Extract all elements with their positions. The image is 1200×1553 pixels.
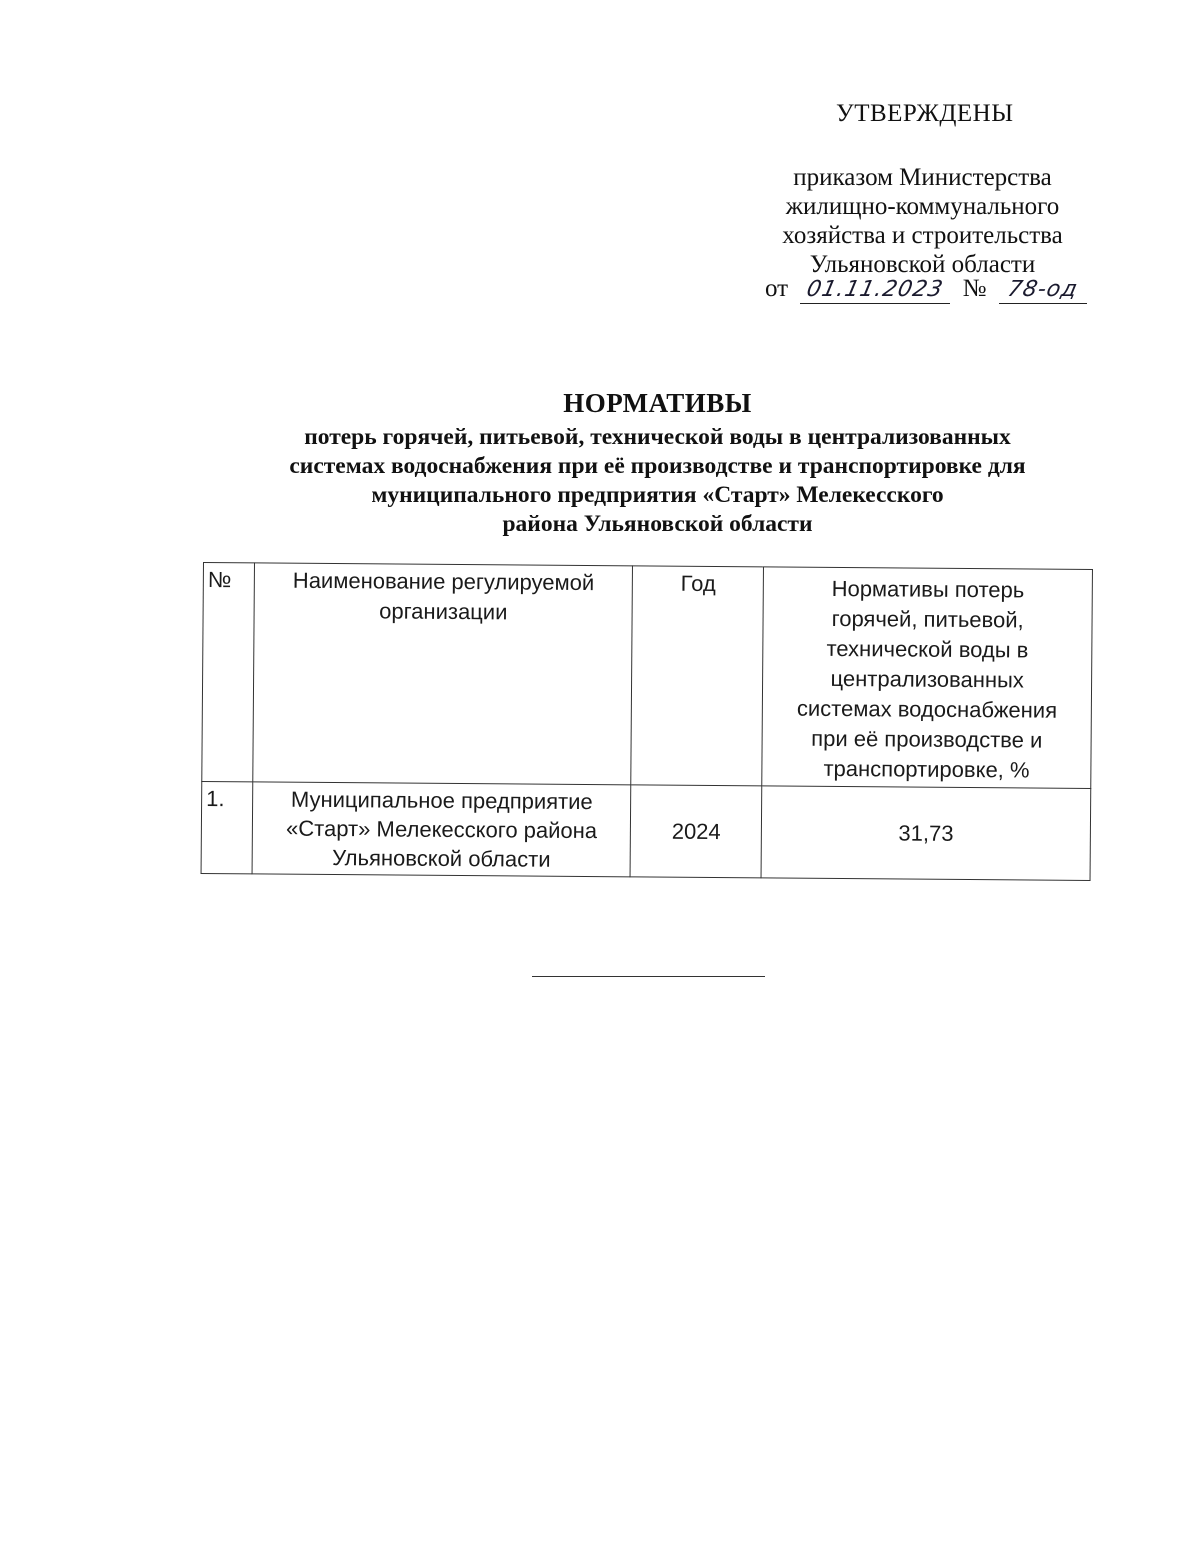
cell-organization-line: Муниципальное предприятие <box>290 786 593 815</box>
document-subtitle <box>245 423 1070 539</box>
handwritten-number: 78-од <box>1005 277 1081 302</box>
cell-organization-line: Ульяновской области <box>332 845 551 872</box>
header-norms <box>762 567 1092 789</box>
header-organization <box>253 563 633 785</box>
subtitle-line: района Ульяновской области <box>502 511 813 537</box>
date-prefix: от <box>765 275 789 302</box>
approval-line: хозяйства и строительства <box>782 222 1063 249</box>
header-norms-line: системах водоснабжения <box>796 695 1058 723</box>
table-header-row <box>202 563 1093 789</box>
approval-heading: УТВЕРЖДЕНЫ <box>836 100 1014 127</box>
order-date-field <box>800 275 950 304</box>
cell-num: 1. <box>201 781 253 873</box>
cell-year: 2024 <box>630 785 762 878</box>
document-title: НОРМАТИВЫ <box>563 388 752 418</box>
cell-norm-value: 31,73 <box>761 786 1090 881</box>
header-norms-line: Нормативы потерь <box>831 575 1025 603</box>
handwritten-date: 01.11.2023 <box>804 277 947 302</box>
cell-organization-line: «Старт» Мелекесского района <box>286 815 598 844</box>
header-norms-line: технической воды в <box>826 635 1029 663</box>
cell-organization <box>252 782 631 877</box>
header-norms-line: горячей, питьевой, <box>831 605 1024 633</box>
header-organization-line: организации <box>379 598 508 625</box>
approval-line: приказом Министерства <box>793 164 1052 191</box>
header-norms-line: централизованных <box>830 665 1024 693</box>
closing-divider <box>532 976 765 977</box>
table-row <box>201 781 1091 880</box>
header-num: № <box>202 563 255 782</box>
header-organization-line: Наименование регулируемой <box>292 567 595 596</box>
order-date-number-line <box>765 275 1087 304</box>
subtitle-line: муниципального предприятия «Старт» Мелекесского <box>371 482 944 508</box>
subtitle-line: потерь горячей, питьевой, технической воды в централизованных <box>304 424 1011 450</box>
norms-table <box>201 562 1093 881</box>
header-norms-line: транспортировке, % <box>823 755 1030 783</box>
subtitle-line: системах водоснабжения при её производстве и транспортировке для <box>289 453 1026 479</box>
approval-authority-block <box>760 163 1085 279</box>
order-number-field <box>999 275 1087 304</box>
header-year: Год <box>631 566 764 786</box>
number-prefix: № <box>962 275 987 302</box>
header-norms-line: при её производстве и <box>811 725 1043 753</box>
approval-line: жилищно-коммунального <box>785 193 1060 220</box>
approval-line: Ульяновской области <box>809 251 1036 278</box>
